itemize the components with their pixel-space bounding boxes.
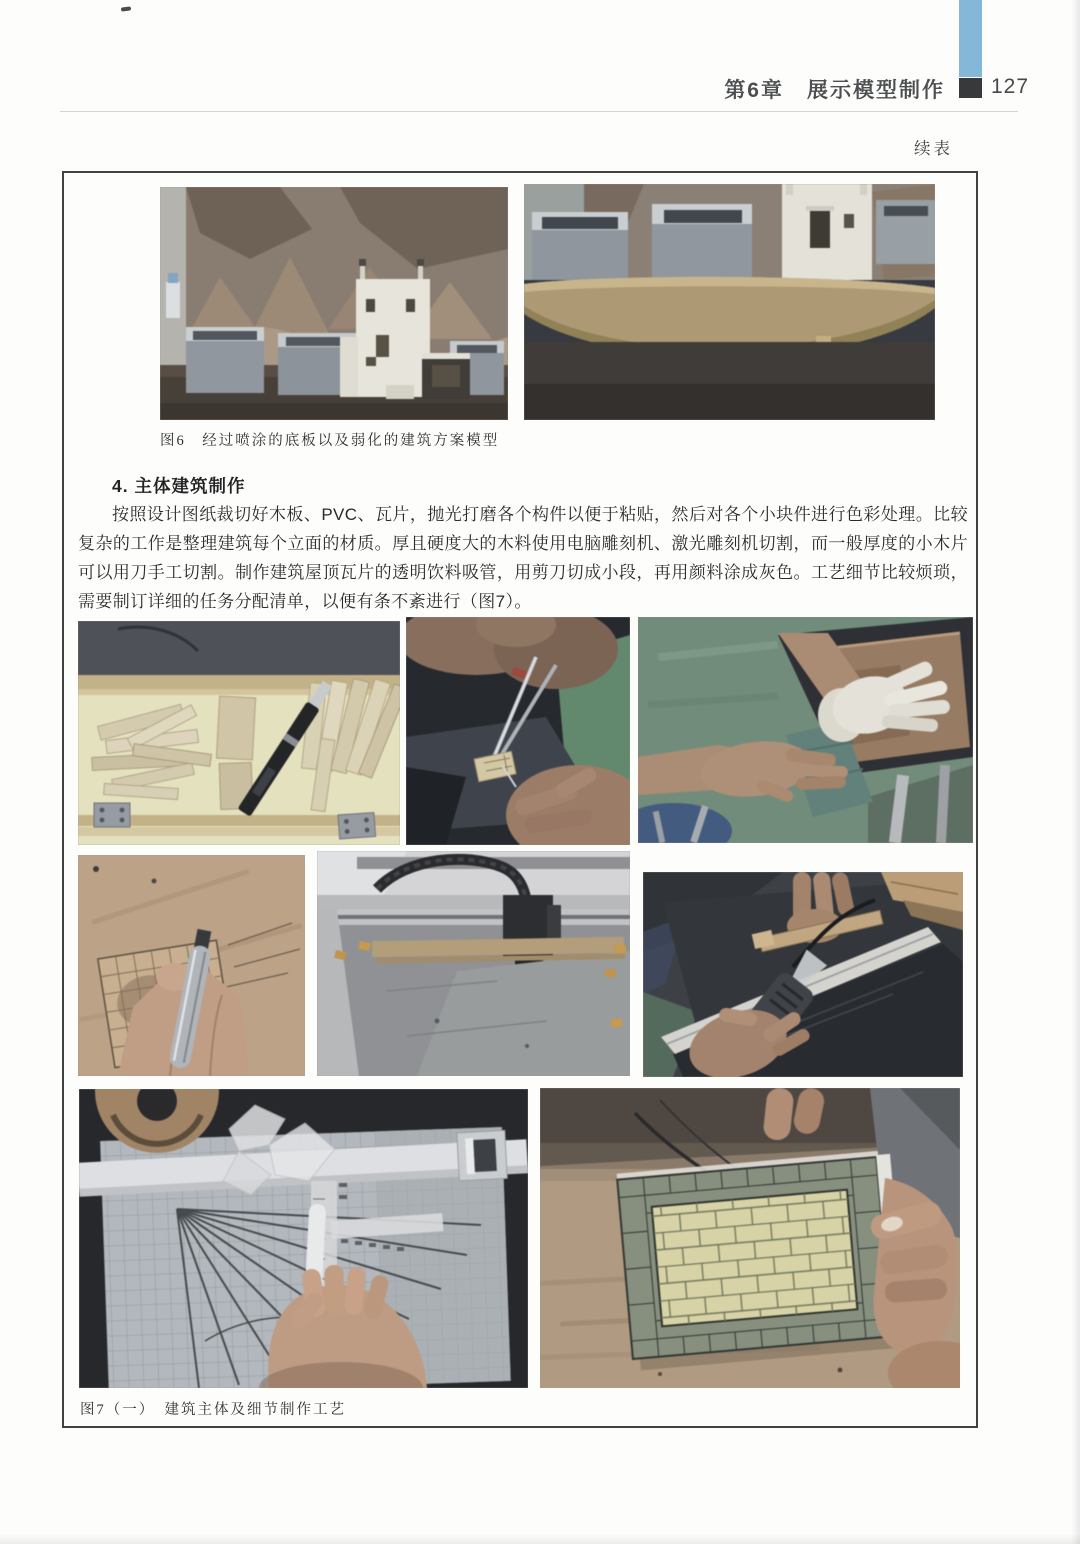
photo-sanding-board-with-glove [638, 617, 973, 843]
section-body-text: 按照设计图纸裁切好木板、PVC、瓦片，抛光打磨各个构件以便于粘贴，然后对各个小块件进行色彩处理。比较复杂的工作是整理建筑每个立面的材质。厚且硬度大的木料使用电脑雕刻机、激光雕刻机切割，而一般厚度的小木片可以用刀手工切割。制作建筑屋顶瓦片的透明饮料吸管，用剪刀切成小段，再用颜料涂成灰色。工艺细节比较烦琐，需要制订详细的任务分配清单，以便有条不紊进行（图7）。 [78, 505, 968, 611]
figure6-caption: 图6 经过喷涂的底板以及弱化的建筑方案模型 [160, 433, 500, 449]
page-number: 127 [991, 75, 1030, 98]
scan-edge-shadow-bottom [0, 1534, 1080, 1544]
photo-hand-carving-grid-panel [78, 855, 305, 1076]
section-heading: 4. 主体建筑制作 [112, 476, 246, 496]
photo-model-with-mountain-backdrop [160, 187, 508, 420]
photo-tweezers-detail-work [406, 617, 630, 845]
photo-model-base-closeup [524, 184, 935, 420]
scan-artifact [121, 6, 131, 11]
continued-table-label: 续表 [914, 140, 953, 158]
photo-gluing-board-edge [643, 872, 963, 1077]
top-accent-bar [959, 0, 982, 77]
header-marker-square [959, 78, 982, 98]
photo-wood-strips-and-knife [78, 621, 400, 845]
figure7-caption: 图7（一） 建筑主体及细节制作工艺 [80, 1402, 346, 1418]
photo-laser-engraving-machine [317, 851, 630, 1076]
photo-drafting-board-measuring [79, 1089, 528, 1388]
chapter-header: 第6章 展示模型制作 [724, 79, 945, 102]
photo-roof-tile-panel-in-hands [540, 1088, 960, 1388]
scan-edge-shadow-right [1071, 0, 1080, 1544]
header-divider [60, 111, 1018, 112]
